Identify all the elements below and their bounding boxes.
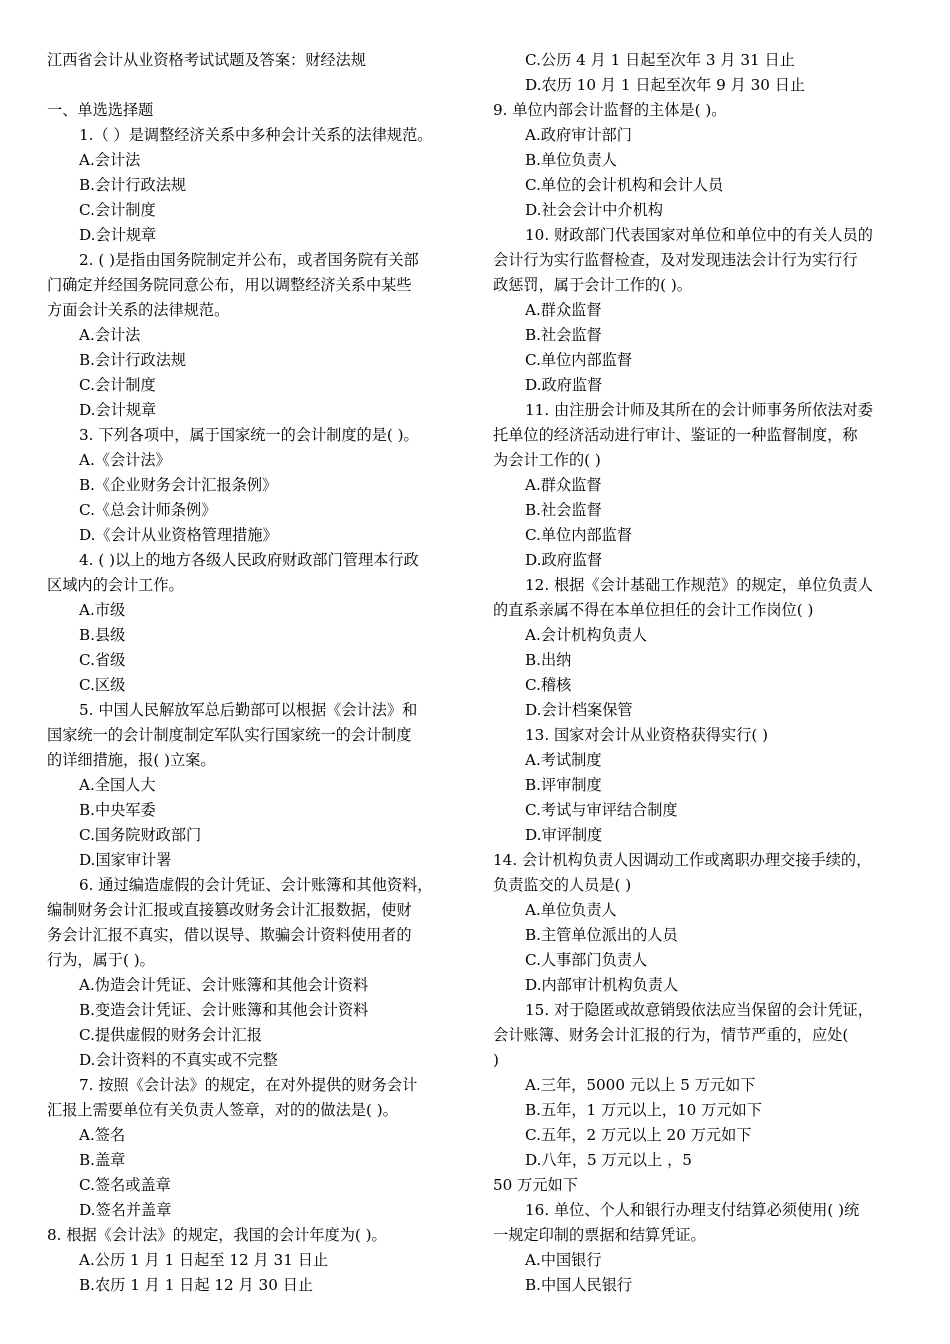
question-text: 2. ( )是指由国务院制定并公布，或者国务院有关部	[79, 251, 419, 269]
answer-option: D.会计规章	[79, 401, 157, 419]
question-text: 13. 国家对会计从业资格获得实行( )	[525, 726, 769, 744]
answer-option: B.盖章	[79, 1151, 126, 1169]
answer-option: C.稽核	[525, 676, 572, 694]
answer-option: B.主管单位派出的人员	[525, 926, 678, 944]
question-text: 16. 单位、个人和银行办理支付结算必须使用( )统	[525, 1201, 860, 1219]
question-text: 9. 单位内部会计监督的主体是( )。	[493, 101, 727, 119]
answer-option: C.人事部门负责人	[525, 951, 648, 969]
question-text: 7. 按照《会计法》的规定，在对外提供的财务会计	[79, 1076, 418, 1094]
question-text: 1.（ ）是调整经济关系中多种会计关系的法律规范。	[79, 126, 433, 144]
answer-option: B.县级	[79, 626, 126, 644]
answer-option: B.《企业财务会计汇报条例》	[79, 476, 278, 494]
answer-option: C.五年，2 万元以上 20 万元如下	[525, 1126, 752, 1144]
question-text: 的直系亲属不得在本单位担任的会计工作岗位( )	[493, 601, 814, 619]
answer-option: B.社会监督	[525, 326, 602, 344]
right-column	[493, 48, 911, 1298]
question-text: 11. 由注册会计师及其所在的会计师事务所依法对委	[525, 401, 873, 419]
answer-option: D.政府监督	[525, 376, 603, 394]
answer-option: A.群众监督	[525, 301, 602, 319]
answer-option: D.会计档案保管	[525, 701, 633, 719]
answer-option: A.会计法	[79, 151, 141, 169]
answer-option: A.政府审计部门	[525, 126, 632, 144]
answer-option: D.审评制度	[525, 826, 603, 844]
question-text: 区域内的会计工作。	[47, 576, 184, 594]
answer-option: B.中国人民银行	[525, 1276, 633, 1294]
answer-option: D.内部审计机构负责人	[525, 976, 679, 994]
question-text: 的详细措施，报( )立案。	[47, 751, 216, 769]
answer-option: A.会计机构负责人	[525, 626, 648, 644]
answer-option: A.伪造会计凭证、会计账簿和其他会计资料	[79, 976, 369, 994]
question-text: 5. 中国人民解放军总后勤部可以根据《会计法》和	[79, 701, 418, 719]
answer-option: C.会计制度	[79, 376, 156, 394]
answer-option: A.会计法	[79, 326, 141, 344]
question-text: 50 万元如下	[493, 1176, 578, 1194]
document-title: 江西省会计从业资格考试试题及答案：财经法规	[47, 51, 366, 69]
answer-option: C.省级	[79, 651, 126, 669]
question-text: 8. 根据《会计法》的规定，我国的会计年度为( )。	[47, 1226, 387, 1244]
answer-option: C.单位内部监督	[525, 526, 633, 544]
question-text: 4. ( )以上的地方各级人民政府财政部门管理本行政	[79, 551, 419, 569]
answer-option: B.中央军委	[79, 801, 156, 819]
answer-option: D.会计规章	[79, 226, 157, 244]
answer-option: C.签名或盖章	[79, 1176, 171, 1194]
answer-option: C.《总会计师条例》	[79, 501, 217, 519]
question-text: 会计行为实行监督检查，及对发现违法会计行为实行行	[493, 251, 858, 269]
answer-option: D.签名并盖章	[79, 1201, 172, 1219]
question-text: 15. 对于隐匿或故意销毁依法应当保留的会计凭证，	[525, 1001, 873, 1019]
answer-option: A.公历 1 月 1 日起至 12 月 31 日止	[79, 1251, 329, 1269]
answer-option: B.会计行政法规	[79, 176, 187, 194]
answer-option: C.国务院财政部门	[79, 826, 202, 844]
answer-option: B.出纳	[525, 651, 572, 669]
answer-option: A.考试制度	[525, 751, 602, 769]
answer-option: B.变造会计凭证、会计账簿和其他会计资料	[79, 1001, 369, 1019]
answer-option: A.群众监督	[525, 476, 602, 494]
answer-option: A.签名	[79, 1126, 126, 1144]
question-text: 务会计汇报不真实，借以误导、欺骗会计资料使用者的	[47, 926, 412, 944]
question-text: 会计账簿、财务会计汇报的行为，情节严重的，应处(	[493, 1026, 849, 1044]
question-text: 门确定并经国务院同意公布，用以调整经济关系中某些	[47, 276, 412, 294]
question-text: 14. 会计机构负责人因调动工作或离职办理交接手续的，	[493, 851, 872, 869]
answer-option: B.单位负责人	[525, 151, 617, 169]
question-text: 行为，属于( )。	[47, 951, 155, 969]
question-text: 为会计工作的( )	[493, 451, 601, 469]
answer-option: A.三年，5000 元以上 5 万元如下	[525, 1076, 756, 1094]
answer-option: C.区级	[79, 676, 126, 694]
answer-option: C.提供虚假的财务会计汇报	[79, 1026, 262, 1044]
question-text: 国家统一的会计制度制定军队实行国家统一的会计制度	[47, 726, 412, 744]
answer-option: B.评审制度	[525, 776, 602, 794]
question-text: 政惩罚，属于会计工作的( )。	[493, 276, 692, 294]
answer-option: A.市级	[79, 601, 126, 619]
left-column	[47, 48, 465, 1298]
answer-option: C.会计制度	[79, 201, 156, 219]
question-text: )	[493, 1051, 499, 1069]
answer-option: D.《会计从业资格管理措施》	[79, 526, 278, 544]
answer-option: B.农历 1 月 1 日起 12 月 30 日止	[79, 1276, 314, 1294]
question-text: 负责监交的人员是( )	[493, 876, 632, 894]
answer-option: D.会计资料的不真实或不完整	[79, 1051, 278, 1069]
answer-option: D.八年，5 万元以上 ，5	[525, 1151, 692, 1169]
question-text: 3. 下列各项中，属于国家统一的会计制度的是( )。	[79, 426, 419, 444]
answer-option: B.社会监督	[525, 501, 602, 519]
question-text: 一规定印制的票据和结算凭证。	[493, 1226, 706, 1244]
answer-option: A.《会计法》	[79, 451, 171, 469]
answer-option: B.会计行政法规	[79, 351, 187, 369]
answer-option: A.全国人大	[79, 776, 156, 794]
answer-option: D.国家审计署	[79, 851, 172, 869]
question-text: 方面会计关系的法律规范。	[47, 301, 230, 319]
answer-option: C.考试与审评结合制度	[525, 801, 678, 819]
answer-option: D.社会会计中介机构	[525, 201, 663, 219]
answer-option: B.五年，1 万元以上，10 万元如下	[525, 1101, 762, 1119]
answer-option: A.中国银行	[525, 1251, 602, 1269]
answer-option: D.政府监督	[525, 551, 603, 569]
answer-option: C.单位的会计机构和会计人员	[525, 176, 724, 194]
answer-option: A.单位负责人	[525, 901, 617, 919]
answer-option: D.农历 10 月 1 日起至次年 9 月 30 日止	[525, 76, 806, 94]
question-text: 汇报上需要单位有关负责人签章，对的的做法是( )。	[47, 1101, 398, 1119]
question-text: 托单位的经济活动进行审计、鉴证的一种监督制度，称	[493, 426, 858, 444]
answer-option: C.公历 4 月 1 日起至次年 3 月 31 日止	[525, 51, 795, 69]
section-heading: 一、单选选择题	[47, 101, 154, 119]
question-text: 6. 通过编造虚假的会计凭证、会计账簿和其他资料，	[79, 876, 433, 894]
question-text: 10. 财政部门代表国家对单位和单位中的有关人员的	[525, 226, 873, 244]
question-text: 编制财务会计汇报或直接篡改财务会计汇报数据，使财	[47, 901, 412, 919]
question-text: 12. 根据《会计基础工作规范》的规定，单位负责人	[525, 576, 873, 594]
answer-option: C.单位内部监督	[525, 351, 633, 369]
